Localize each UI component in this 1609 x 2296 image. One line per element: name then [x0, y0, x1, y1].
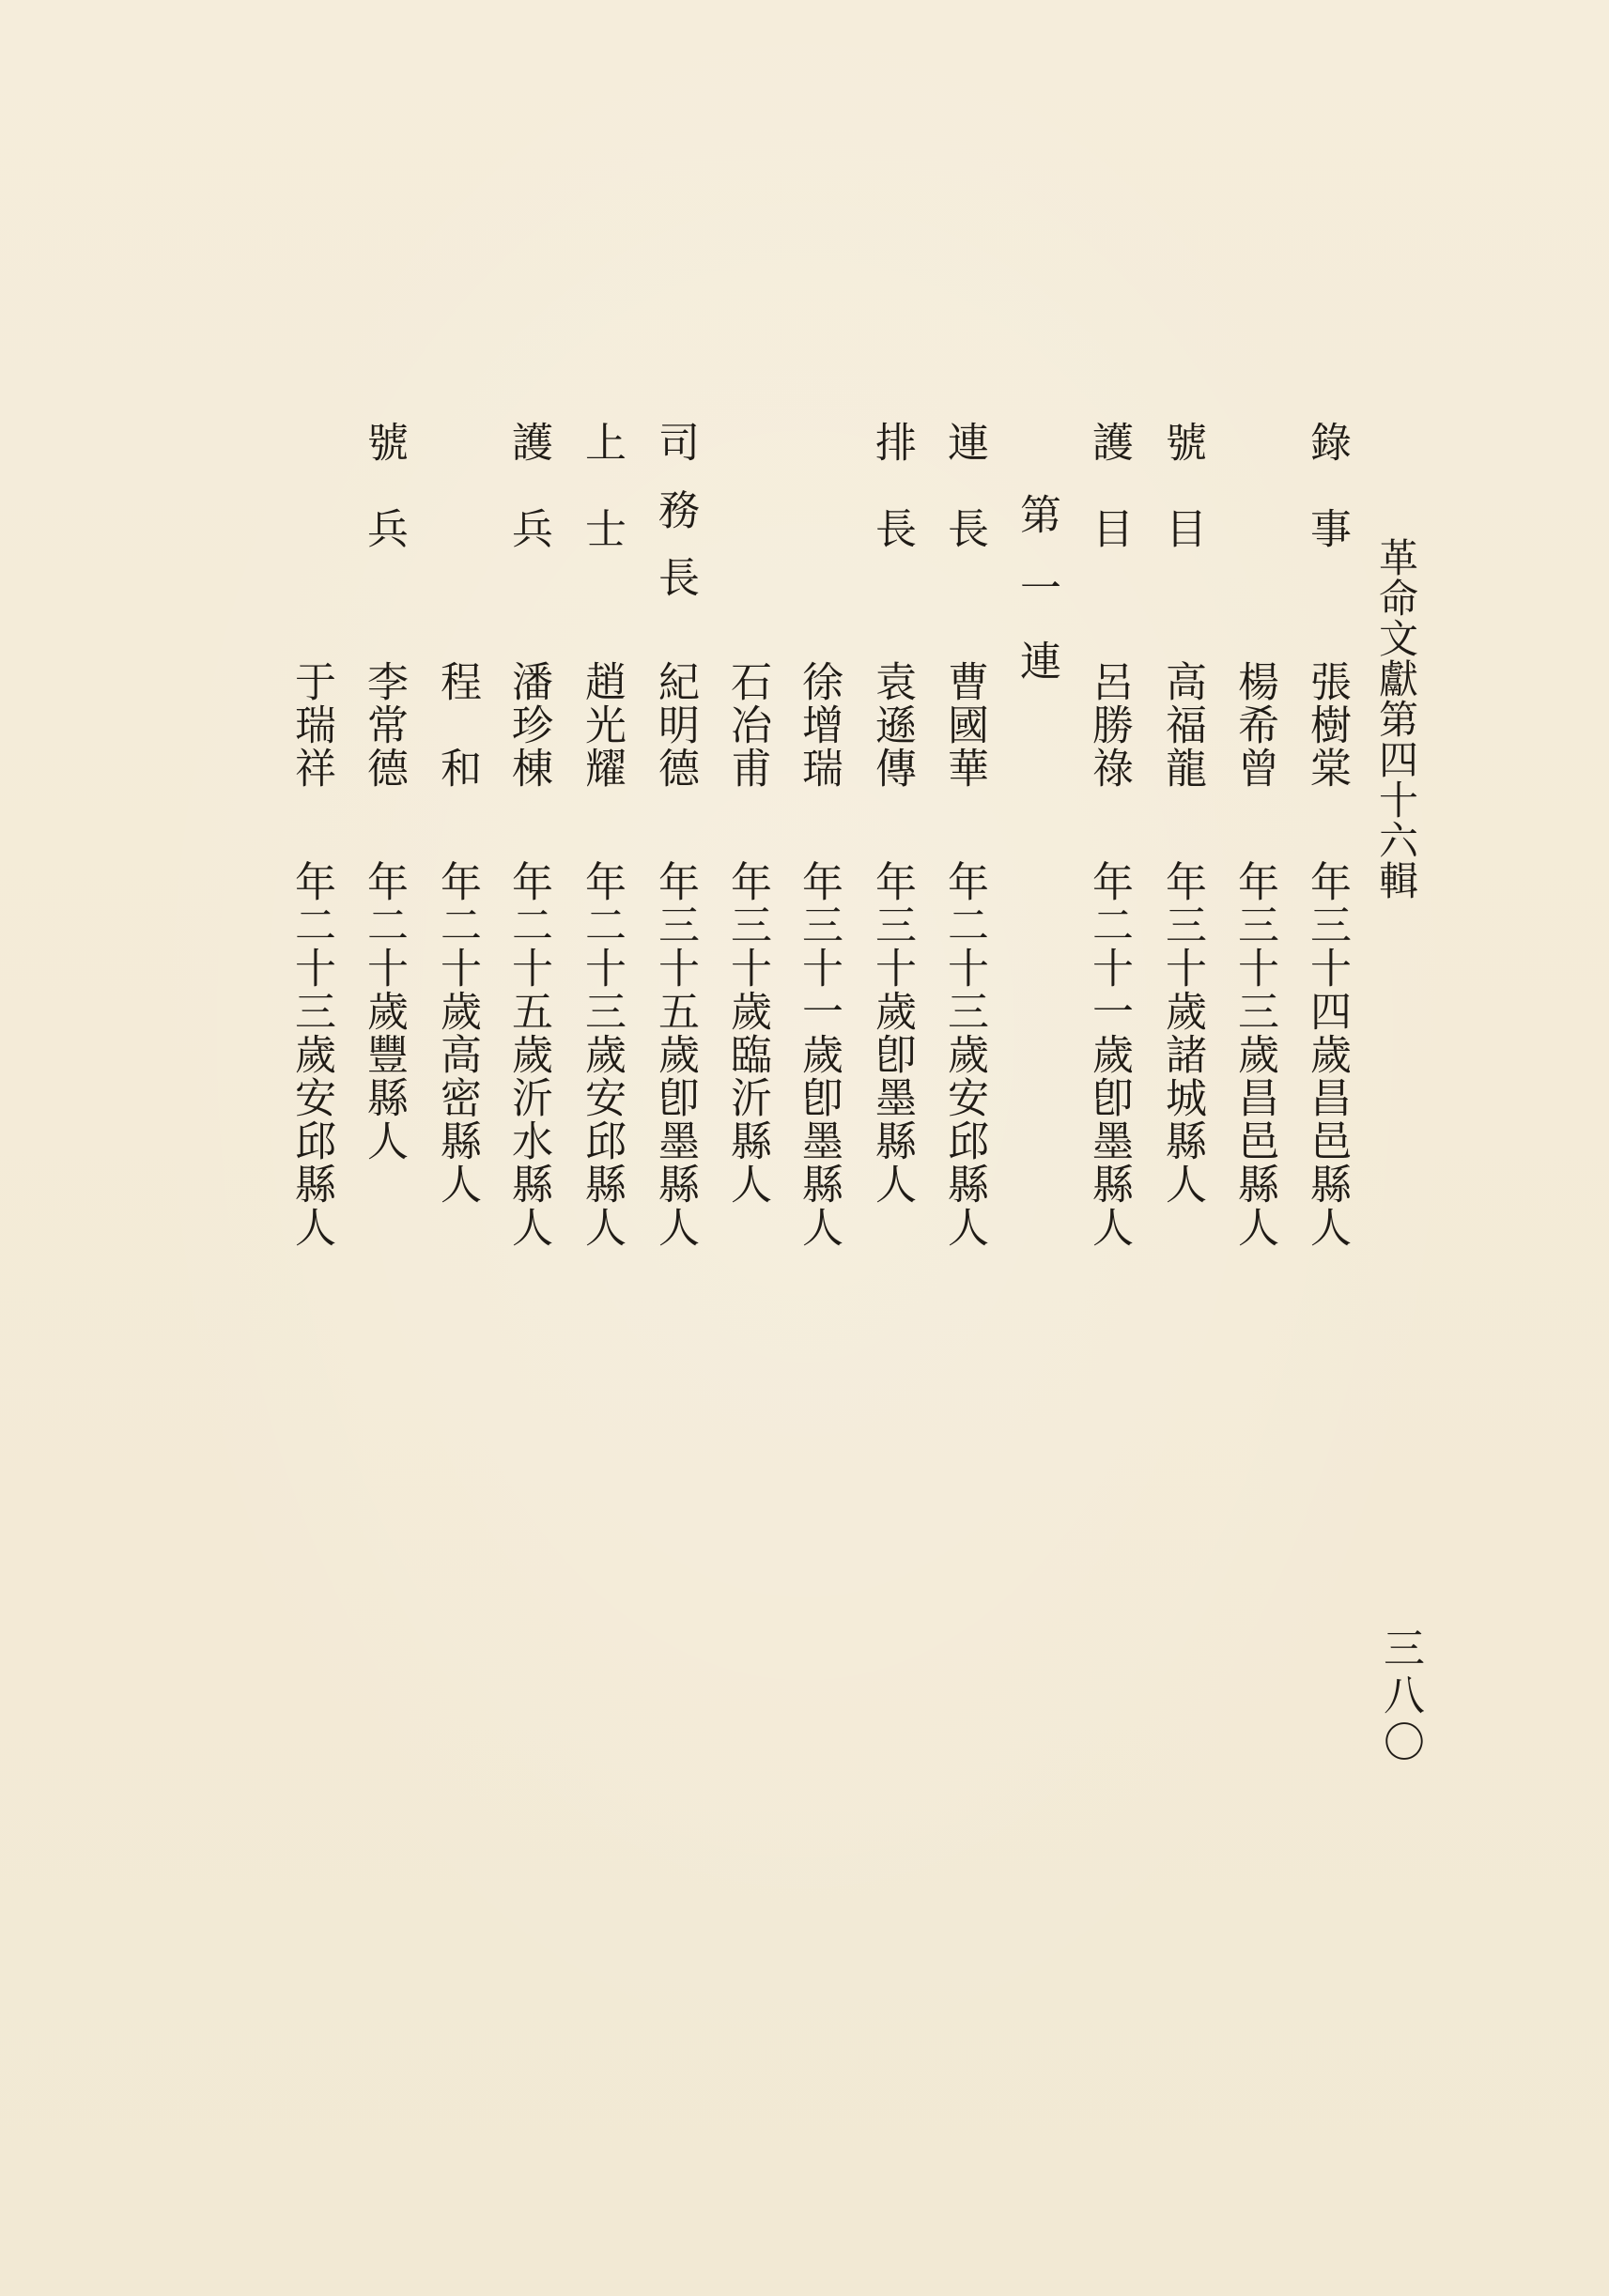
entry-role: 上 士 — [578, 421, 626, 550]
entry-role: 護 兵 — [504, 421, 552, 550]
entry-detail: 年二十三歲安邱縣人 — [287, 860, 335, 1249]
section-heading: 第一連 — [1013, 493, 1060, 713]
entry-name: 于瑞祥 — [287, 660, 335, 790]
entry-name: 趙光耀 — [578, 660, 626, 790]
entry-name: 徐增瑞 — [795, 660, 843, 790]
entry-name: 石冶甫 — [723, 660, 771, 790]
entry-detail: 年二十歲高密縣人 — [433, 860, 481, 1206]
entry-detail: 年二十三歲安邱縣人 — [940, 860, 988, 1249]
page-number: 三八〇 — [1376, 1626, 1424, 1767]
entry-name: 楊希曾 — [1230, 660, 1278, 790]
entry-name: 張樹棠 — [1303, 660, 1351, 790]
entry-role: 號 兵 — [360, 421, 408, 550]
entry-detail: 年三十歲卽墨縣人 — [868, 860, 916, 1206]
entry-role: 司務長 — [651, 421, 699, 624]
entry-detail: 年二十一歲卽墨縣人 — [1085, 860, 1133, 1249]
entry-detail: 年三十歲臨沂縣人 — [723, 860, 771, 1206]
entry-detail: 年二十歲豐縣人 — [360, 860, 408, 1163]
entry-name: 高福龍 — [1158, 660, 1206, 790]
entry-detail: 年三十歲諸城縣人 — [1158, 860, 1206, 1206]
entry-name: 袁遜傳 — [868, 660, 916, 790]
entry-role: 錄 事 — [1303, 421, 1351, 550]
entry-detail: 年三十一歲卽墨縣人 — [795, 860, 843, 1249]
entry-name: 紀明德 — [651, 660, 699, 790]
entry-role: 護 目 — [1085, 421, 1133, 550]
entry-role: 號 目 — [1158, 421, 1206, 550]
entry-detail: 年三十三歲昌邑縣人 — [1230, 860, 1278, 1249]
entry-role: 排 長 — [868, 421, 916, 550]
entry-name: 潘珍棟 — [504, 660, 552, 790]
entry-name: 程 和 — [433, 660, 481, 790]
entry-name: 呂勝祿 — [1085, 660, 1133, 790]
entry-role: 連 長 — [940, 421, 988, 550]
entry-detail: 年三十四歲昌邑縣人 — [1303, 860, 1351, 1249]
entry-detail: 年三十五歲卽墨縣人 — [651, 860, 699, 1249]
entry-name: 曹國華 — [940, 660, 988, 790]
running-header-title: 革命文獻第四十六輯 — [1373, 537, 1419, 901]
entry-detail: 年二十三歲安邱縣人 — [578, 860, 626, 1249]
entry-name: 李常德 — [360, 660, 408, 790]
entry-detail: 年二十五歲沂水縣人 — [504, 860, 552, 1249]
